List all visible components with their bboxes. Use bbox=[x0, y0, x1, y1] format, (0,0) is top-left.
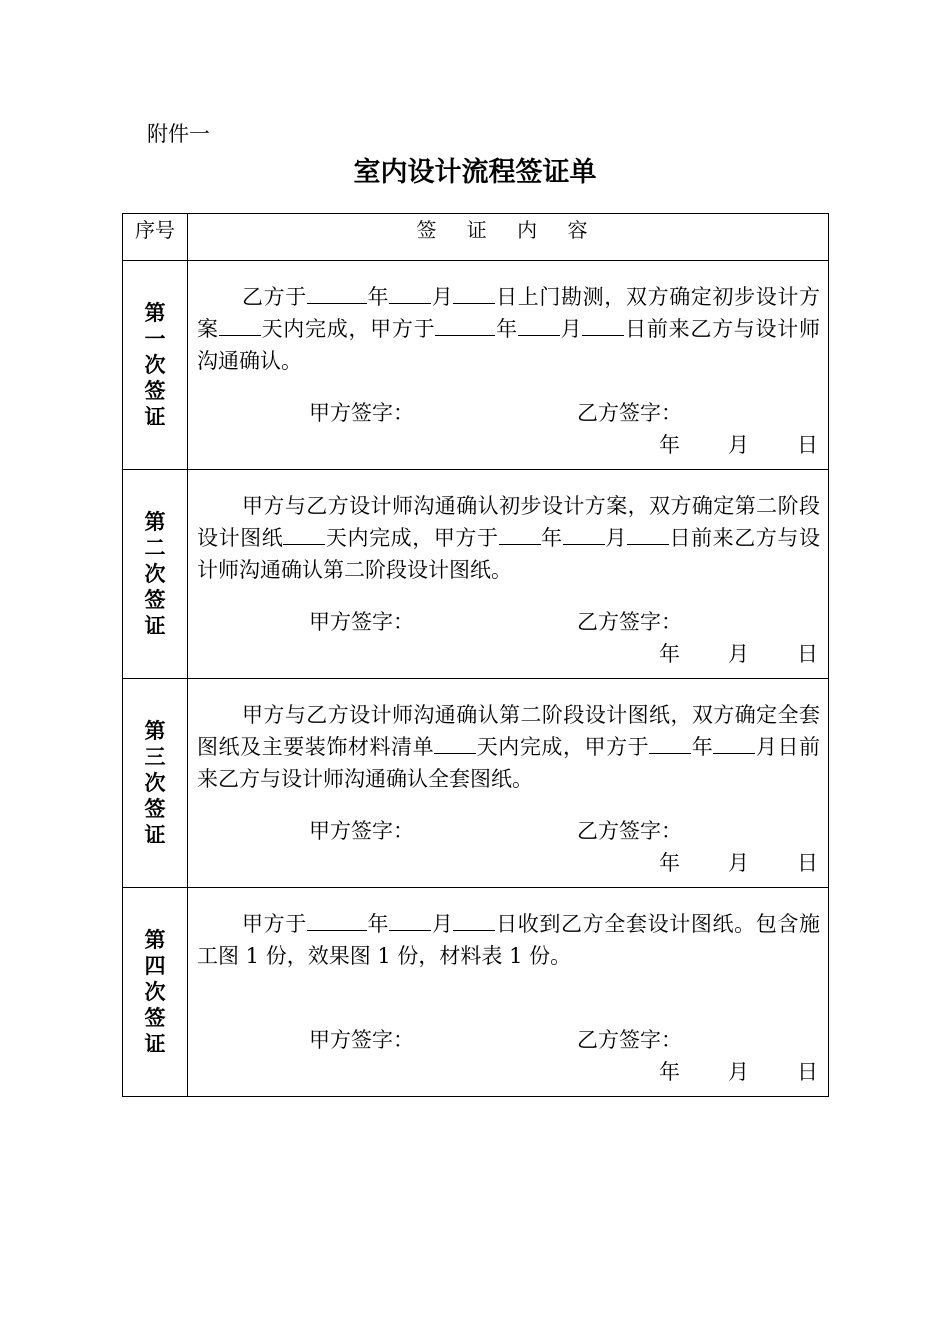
visa-text: 乙方于 年 月 日上门勘测，双方确定初步设计方案 天内完成，甲方于 年 月 日前来乙方与设计师沟通确认。 bbox=[197, 285, 821, 373]
table-row bbox=[123, 470, 829, 679]
party-b-signature-label: 乙方签字： bbox=[577, 819, 682, 843]
blank-field[interactable] bbox=[389, 910, 431, 931]
date-line: 年 月 日 bbox=[659, 1060, 818, 1084]
date-line: 年 月 日 bbox=[659, 851, 818, 875]
row-label: 第三次签证 bbox=[123, 679, 188, 888]
table-row bbox=[123, 261, 829, 470]
blank-field[interactable] bbox=[518, 315, 560, 336]
row-content bbox=[188, 888, 829, 1097]
visa-text: 甲方与乙方设计师沟通确认第二阶段设计图纸，双方确定全套图纸及主要装饰材料清单 天内完成，甲方于 年 月日前来乙方与设计师沟通确认全套图纸。 bbox=[197, 703, 821, 791]
visa-text: 甲方于 年 月 日收到乙方全套设计图纸。包含施工图 1 份，效果图 1 份，材料表 1 份。 bbox=[197, 912, 821, 968]
blank-field[interactable] bbox=[713, 733, 755, 754]
blank-field[interactable] bbox=[307, 910, 367, 931]
party-a-signature-label: 甲方签字： bbox=[309, 819, 414, 843]
table-row bbox=[123, 679, 829, 888]
row-content bbox=[188, 470, 829, 679]
visa-text: 甲方与乙方设计师沟通确认初步设计方案，双方确定第二阶段设计图纸 天内完成，甲方于 年 月 日前来乙方与设计师沟通确认第二阶段设计图纸。 bbox=[197, 494, 821, 582]
party-a-signature-label: 甲方签字： bbox=[309, 401, 414, 425]
row-label: 第四次签证 bbox=[123, 888, 188, 1097]
blank-field[interactable] bbox=[582, 315, 624, 336]
page-title: 室内设计流程签证单 bbox=[353, 157, 597, 188]
blank-field[interactable] bbox=[499, 524, 541, 545]
attachment-label: 附件一 bbox=[147, 122, 210, 146]
row-label: 第二次签证 bbox=[123, 470, 188, 679]
party-b-signature-label: 乙方签字： bbox=[577, 610, 682, 634]
row-label: 第一次签证 bbox=[123, 261, 188, 470]
party-b-signature-label: 乙方签字： bbox=[577, 1028, 682, 1052]
blank-field[interactable] bbox=[219, 315, 261, 336]
blank-field[interactable] bbox=[389, 283, 431, 304]
header-seq-no: 序号 bbox=[123, 214, 188, 261]
blank-field[interactable] bbox=[307, 283, 367, 304]
table-row bbox=[123, 888, 829, 1097]
blank-field[interactable] bbox=[283, 524, 325, 545]
blank-field[interactable] bbox=[435, 315, 495, 336]
blank-field[interactable] bbox=[453, 910, 495, 931]
party-b-signature-label: 乙方签字： bbox=[577, 401, 682, 425]
blank-field[interactable] bbox=[434, 733, 476, 754]
date-line: 年 月 日 bbox=[659, 433, 818, 457]
visa-table bbox=[122, 213, 829, 1097]
party-a-signature-label: 甲方签字： bbox=[309, 610, 414, 634]
blank-field[interactable] bbox=[563, 524, 605, 545]
blank-field[interactable] bbox=[453, 283, 495, 304]
blank-field[interactable] bbox=[649, 733, 691, 754]
date-line: 年 月 日 bbox=[659, 642, 818, 666]
row-content bbox=[188, 261, 829, 470]
blank-field[interactable] bbox=[627, 524, 669, 545]
header-content: 签 证 内 容 bbox=[188, 214, 829, 261]
party-a-signature-label: 甲方签字： bbox=[309, 1028, 414, 1052]
row-content bbox=[188, 679, 829, 888]
table-header-row bbox=[123, 214, 829, 261]
